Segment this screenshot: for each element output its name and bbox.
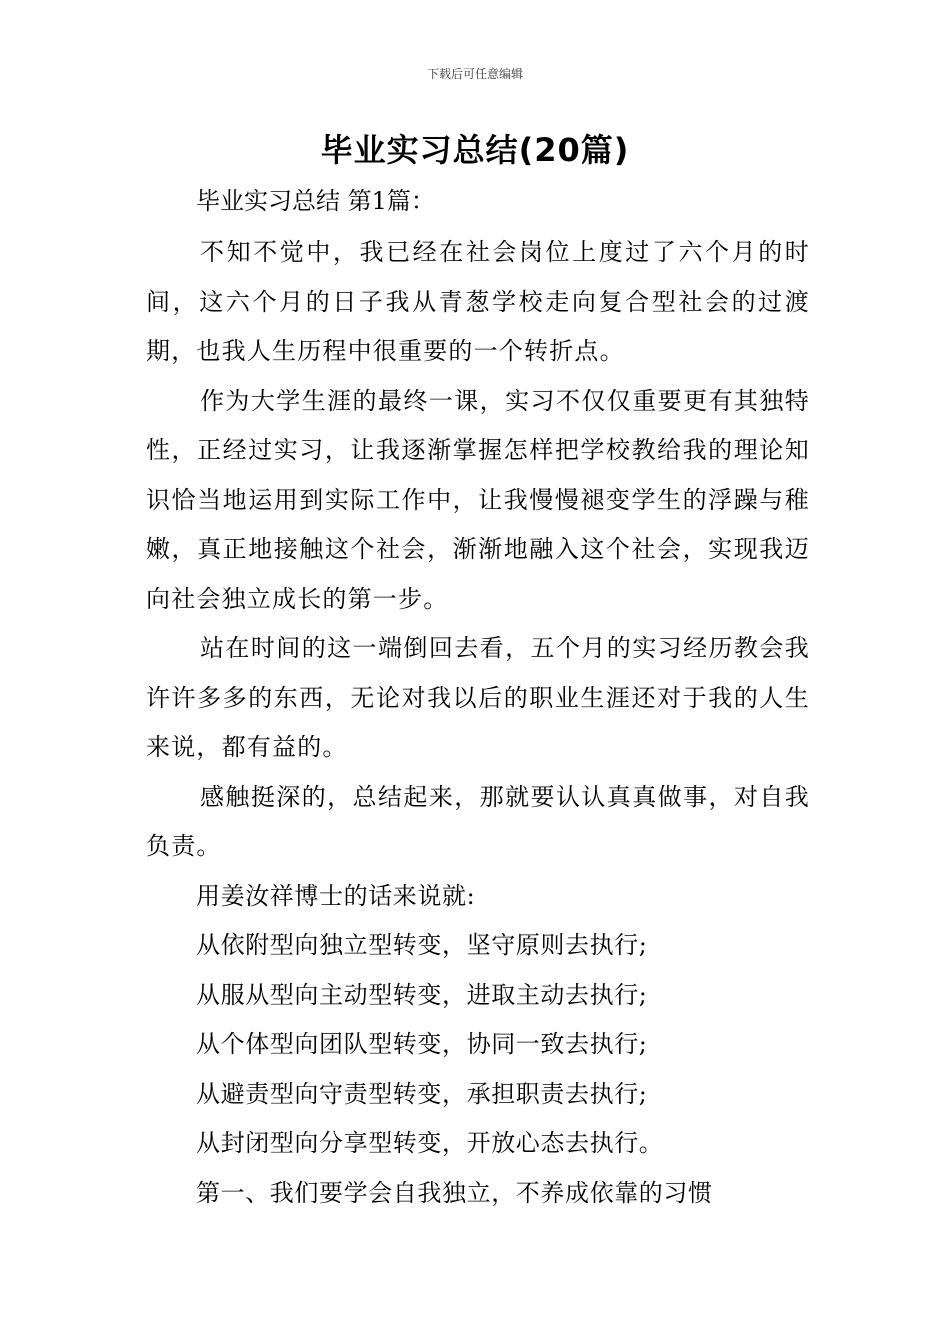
paragraph: 站在时间的这一端倒回去看，五个月的实习经历教会我许许多多的东西，无论对我以后的职业生涯还对于我的人生来说，都有益的。 (146, 634, 810, 761)
point-heading-line: 第一、我们要学会自我独立，不养成依靠的习惯 (196, 1178, 713, 1207)
quote-intro-line: 用姜汝祥博士的话来说就: (196, 881, 476, 910)
paragraph: 作为大学生涯的最终一课，实习不仅仅重要更有其独特性，正经过实习，让我逐渐掌握怎样把学校教给我的理论知识恰当地运用到实际工作中，让我慢慢褪变学生的浮躁与稚嫩，真正地接触这个社会，渐渐地融入这个社会，实现我迈向社会独立成长的第一步。 (146, 386, 810, 613)
document-title: 毕业实习总结(20篇) (320, 131, 630, 169)
header-note: 下载后可任意编辑 (426, 67, 523, 81)
paragraph: 感触挺深的，总结起来，那就要认认真真做事，对自我负责。 (146, 782, 810, 860)
quote-line: 从避责型向守责型转变，承担职责去执行; (196, 1079, 648, 1108)
quote-line: 从个体型向团队型转变，协同一致去执行; (196, 1030, 648, 1058)
quote-line: 从服从型向主动型转变，进取主动去执行; (196, 980, 648, 1009)
quote-line: 从封闭型向分享型转变，开放心态去执行。 (196, 1129, 664, 1157)
paragraph: 不知不觉中，我已经在社会岗位上度过了六个月的时间，这六个月的日子我从青葱学校走向复合型社会的过渡期，也我人生历程中很重要的一个转折点。 (146, 238, 810, 365)
quote-line: 从依附型向独立型转变，坚守原则去执行; (196, 931, 648, 959)
section-heading: 毕业实习总结 第1篇： (196, 187, 435, 215)
document-body (146, 180, 810, 1218)
